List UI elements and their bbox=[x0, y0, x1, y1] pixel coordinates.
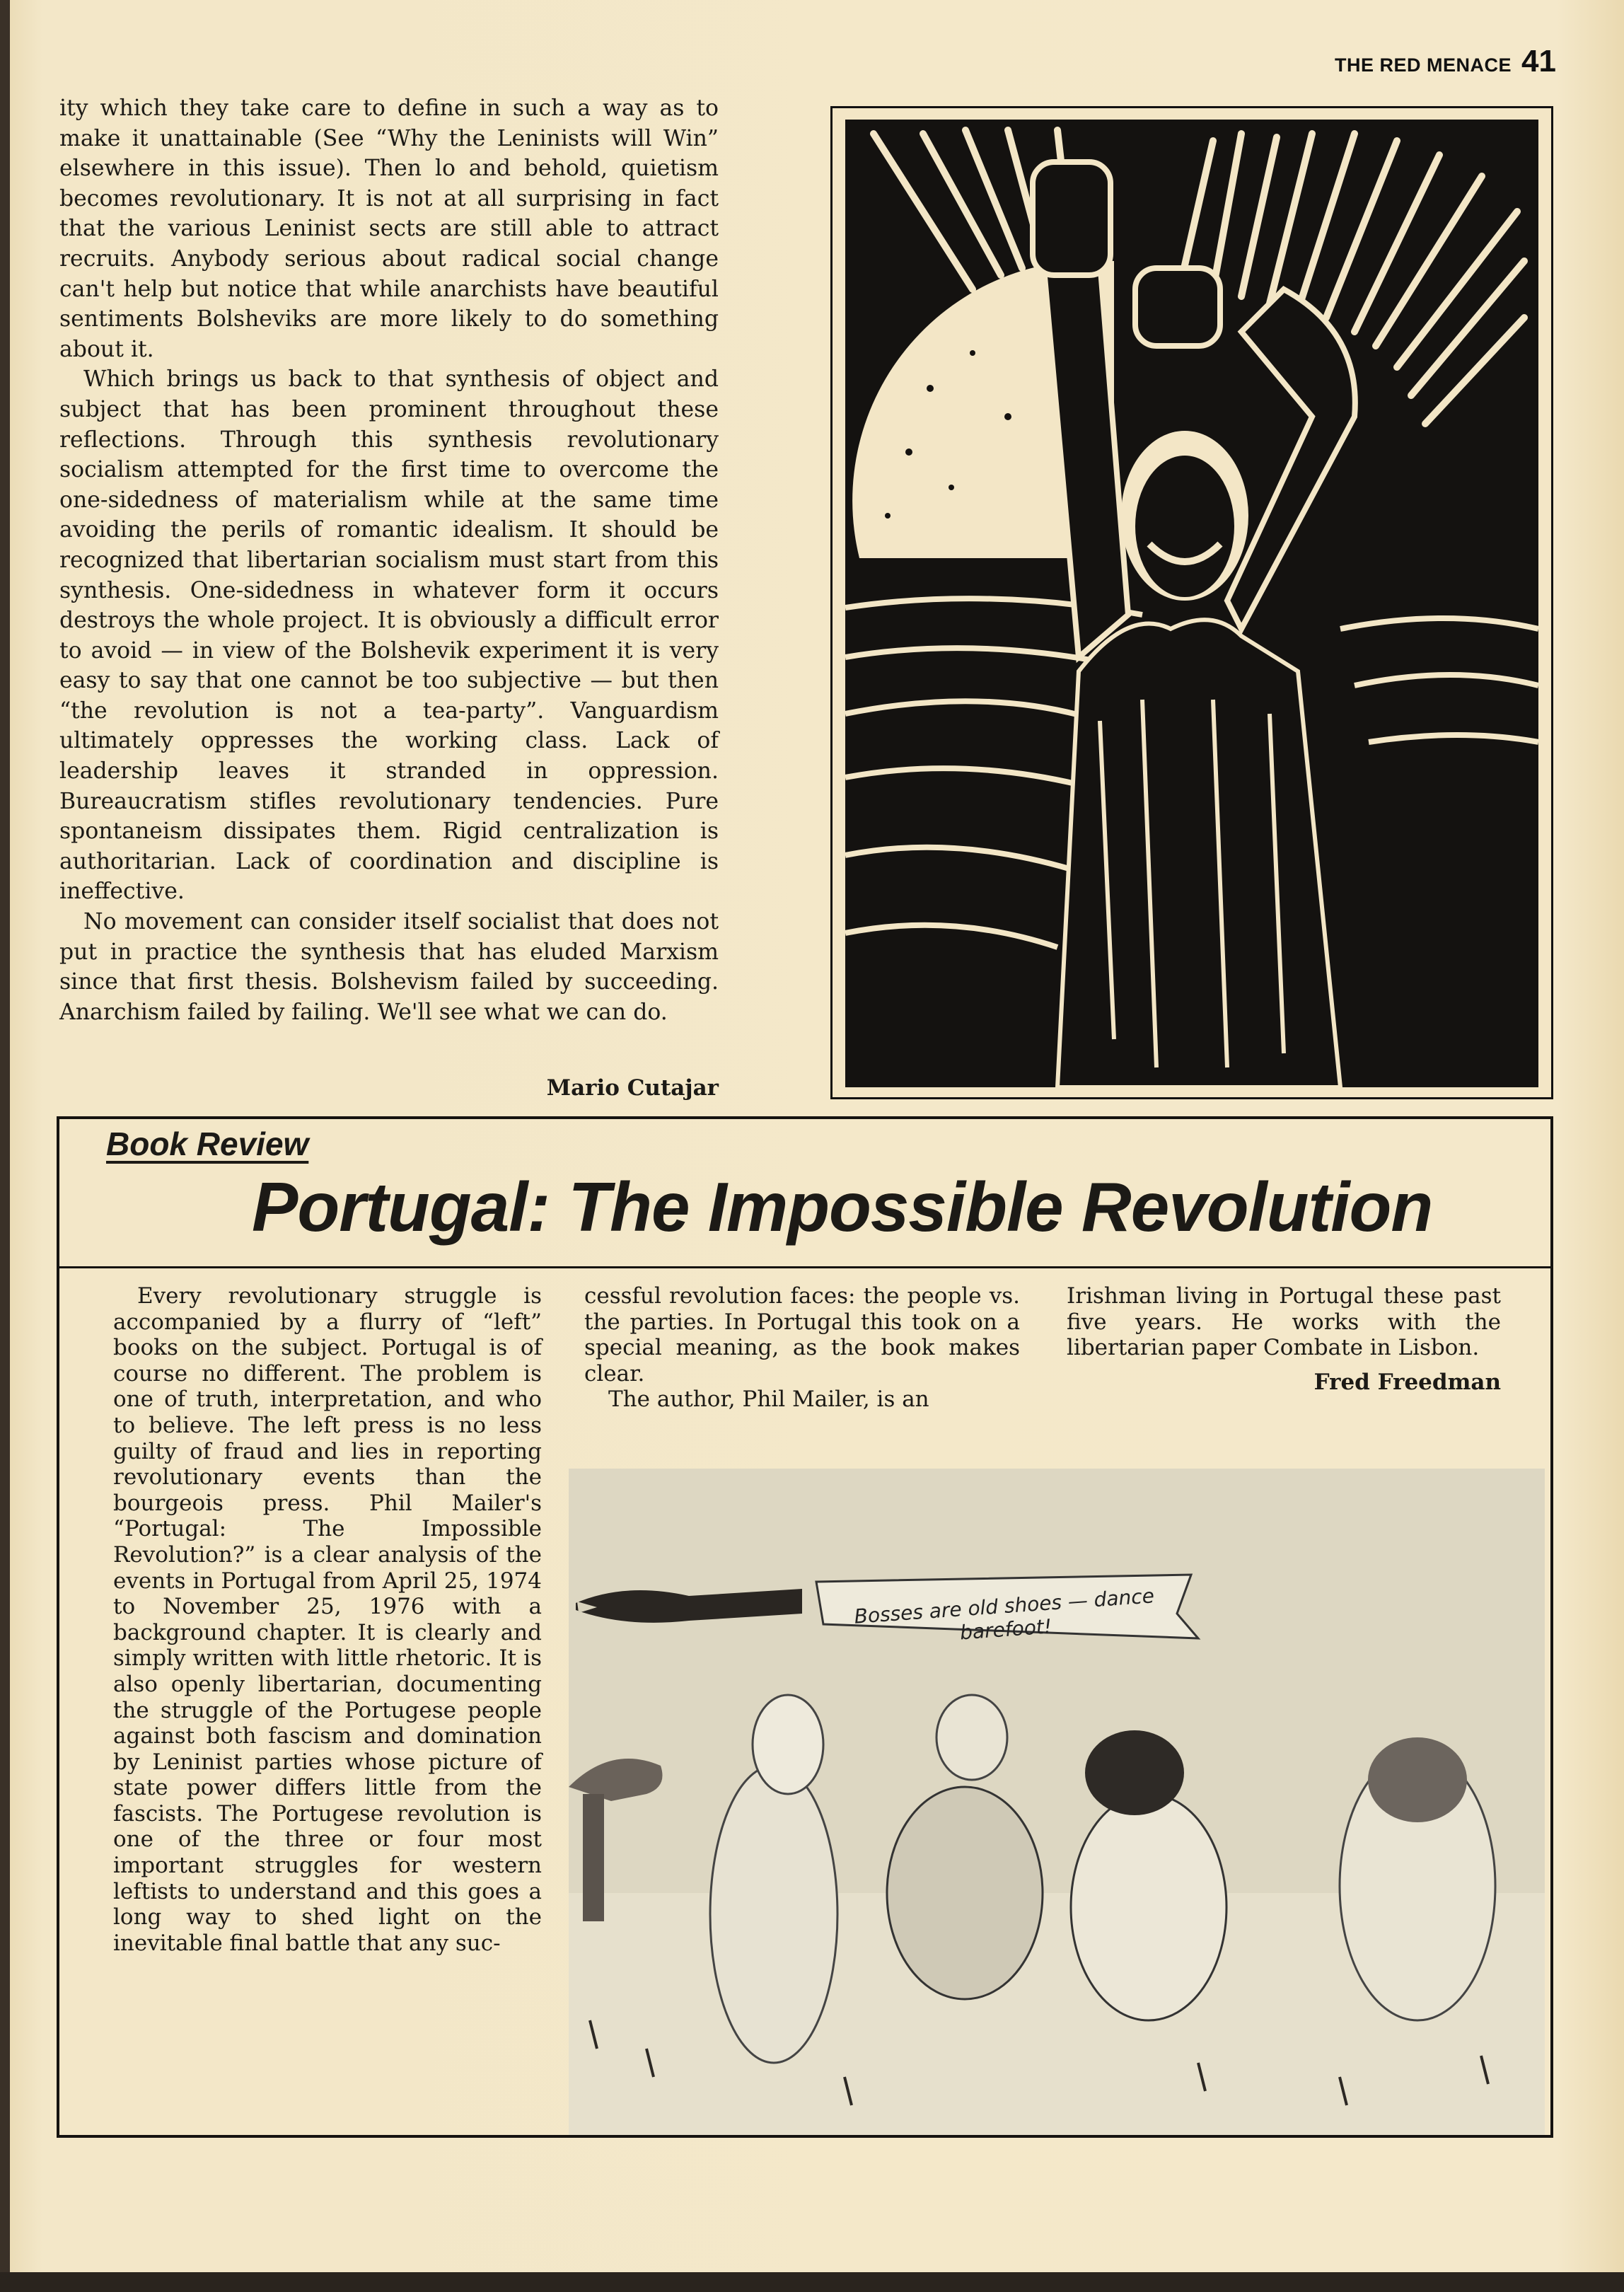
scan-bottom-edge bbox=[0, 2272, 1624, 2292]
essay-author: Mario Cutajar bbox=[546, 1075, 719, 1101]
review-paragraph: Every revolutionary struggle is accompanied by a flurry of “left” books on the subject. Portugal is of course no different. The problem is one of truth, interpretation, and who to believe. The left press is no less guilty of fraud and lies in reporting revolutionary events than the bourgeois press. Phil Mailer's “Portugal: The Impossible Revolution?” is a clear analysis of the events in Portugal from April 25, 1974 to November 25, 1976 with a background chapter. It is clearly and simply written with little rhetoric. It is also openly libertarian, documenting the struggle of the Portugese people against both fascism and domination by Leninist parties whose picture of state power differs little from the fascists. The Portugese revolution is one of the three or four most important struggles for western leftists to understand and this goes a long way to shed light on the inevitable final battle that any suc- bbox=[113, 1283, 542, 1956]
review-paragraph: cessful revolution faces: the people vs. the parties. In Portugal this took on a special meaning, as the book makes clear. bbox=[584, 1283, 1020, 1387]
section-kicker: Book Review bbox=[106, 1125, 309, 1162]
review-paragraph: Irishman living in Portugal these past five years. He works with the libertarian paper Combate in Lisbon. bbox=[1067, 1283, 1501, 1361]
running-header bbox=[1335, 44, 1556, 79]
essay-paragraph: No movement can consider itself socialist that does not put in practice the synthesis that has eluded Marxism since that first thesis. Bolshevism failed by succeeding. Anarchism failed by failing. We'll see what we can do. bbox=[59, 909, 719, 1025]
binding-edge bbox=[0, 0, 10, 2292]
review-author: Fred Freedman bbox=[1313, 1369, 1501, 1395]
magazine-name: THE RED MENACE bbox=[1335, 54, 1512, 76]
review-column-3 bbox=[1067, 1283, 1501, 1395]
review-headline: Portugal: The Impossible Revolution bbox=[252, 1168, 1433, 1246]
review-column-2 bbox=[584, 1283, 1020, 1413]
essay-paragraph: ity which they take care to define in such a way as to make it unattainable (See “Why the Leninists will Win” elsewhere in this issue). Then lo and behold, quietism becomes revolutionary. It is not at all surprising in fact that the various Leninist sects are still able to attract recruits. Anybody serious about radical social change can't help but notice that while anarchists have beautiful sentiments Bolsheviks are more likely to do something about it. bbox=[59, 96, 719, 362]
essay-column bbox=[59, 93, 719, 1027]
headline-rule bbox=[57, 1266, 1553, 1268]
page-number: 41 bbox=[1521, 44, 1556, 79]
cartoon-banner-text: Bosses are old shoes — dance barefoot! bbox=[853, 1584, 1155, 1645]
review-column-1 bbox=[113, 1283, 542, 1956]
essay-paragraph: Which brings us back to that synthesis of object and subject that has been prominent throughout these reflections. Through this synthesis revolutionary socialism attempted for the first time to overcome the one-sidedness of materialism while at the same time avoiding the perils of romantic idealism. It should be recognized that libertarian socialism must start from this synthesis. One-sidedness in whatever form it occurs destroys the whole project. It is obviously a difficult error to avoid — in view of the Bolshevik experiment it is very easy to say that one cannot be too subjective — but then “the revolution is not a tea-party”. Vanguardism ultimately oppresses the working class. Lack of leadership leaves it stranded in oppression. Bureaucratism stifles revolutionary tendencies. Pure spontaneism dissipates them. Rigid centralization is authoritarian. Lack of coordination and discipline is ineffective. bbox=[59, 366, 719, 905]
dancing-animals-cartoon bbox=[569, 1469, 1545, 2135]
woodcut-illustration bbox=[830, 106, 1553, 1099]
raised-fist-figure-icon bbox=[845, 120, 1538, 1087]
dancing-animals-icon bbox=[569, 1469, 1545, 2135]
review-paragraph: The author, Phil Mailer, is an bbox=[608, 1387, 929, 1413]
